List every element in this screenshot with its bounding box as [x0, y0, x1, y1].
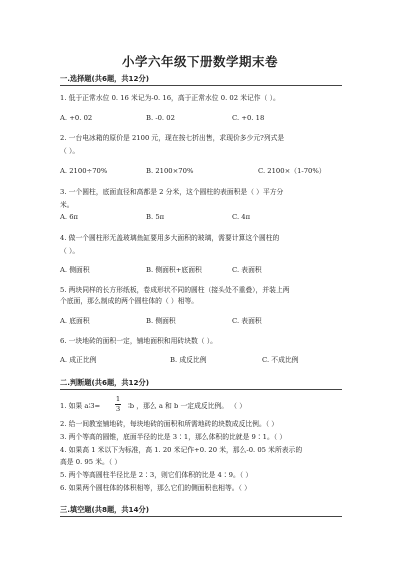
judge-1-suffix: ∶b ，那么 a 和 b 一定成反比例。 （ ）	[128, 402, 247, 410]
section-heading-choice: 一.选择题(共6题，共12分)	[60, 74, 149, 83]
question-4-stem-line1: 4. 做一个圆柱形无盖玻璃鱼缸要用多大面积的玻璃，需要计算这个圆柱的	[60, 234, 280, 242]
judge-5: 5. 两个等高圆柱半径比是 2∶3，则它们体积的比是 4∶9。（ ）	[60, 471, 253, 479]
judge-1-fraction-denominator: 3	[115, 405, 121, 413]
question-4-option-c: C. 表面积	[232, 266, 262, 274]
question-1-option-a: A. +0. 02	[60, 114, 93, 122]
question-3-option-a: A. 6π	[60, 213, 79, 221]
section-heading-fill: 三.填空题(共8题，共14分)	[60, 505, 149, 514]
question-5-option-a: A. 底面积	[60, 317, 90, 325]
question-4-option-a: A. 侧面积	[60, 266, 90, 274]
question-3-option-b: B. 5π	[146, 213, 165, 221]
question-3-option-c: C. 4π	[232, 213, 251, 221]
judge-2: 2. 给一间教室铺地砖，每块地砖的面积和所需地砖的块数成反比例。（ ）	[60, 420, 279, 428]
judge-3: 3. 两个等高的圆锥，底面半径的比是 3∶1，那么体积的比就是 9∶1。（ ）	[60, 433, 287, 441]
question-2-option-a: A. 2100÷70%	[60, 167, 108, 175]
question-5-option-c: C. 表面积	[232, 317, 262, 325]
question-1-option-c: C. +0. 18	[232, 114, 265, 122]
judge-1-fraction-numerator: 1	[115, 395, 121, 403]
question-2-option-b: B. 2100×70%	[146, 167, 194, 175]
judge-4-line1: 4. 如果高 1 米以下为标准，高 1. 20 米记作+0. 20 米，那么-0. 05 米所表示的	[60, 446, 303, 454]
section-divider	[60, 516, 342, 517]
question-6-option-c: C. 不成比例	[262, 356, 299, 364]
question-1-option-b: B. -0. 02	[146, 114, 175, 122]
question-2-stem-line2: （ ）。	[60, 147, 80, 155]
question-4-option-b: B. 侧面积+底面积	[146, 266, 202, 274]
section-heading-judge: 二.判断题(共6题，共12分)	[60, 378, 149, 387]
question-4-stem-line2: （ ）。	[60, 247, 80, 255]
question-2-stem-line1: 2. 一台电冰箱的原价是 2100 元，现在按七折出售，求现价多少元?列式是	[60, 134, 285, 142]
page-title: 小学六年级下册数学期末卷	[121, 54, 278, 69]
question-6-option-b: B. 成反比例	[170, 356, 207, 364]
question-1-stem: 1. 低于正常水位 0. 16 米记为-0. 16，高于正常水位 0. 02 米记作（ ）。	[60, 94, 280, 102]
judge-6: 6. 如果两个圆柱体的体积相等，那么它们的侧面积也相等。（ ）	[60, 484, 251, 492]
question-5-option-b: B. 侧面积	[146, 317, 176, 325]
judge-4-line2: 高是 0. 95 米。（ ）	[60, 458, 122, 466]
question-3-stem-line1: 3. 一个圆柱，底面直径和高都是 2 分米，这个圆柱的表面积是（ ）平方分	[60, 188, 284, 196]
judge-1-prefix: 1. 如果 a∶3=	[60, 402, 101, 410]
question-2-option-c: C. 2100×（1-70%）	[258, 167, 326, 175]
section-divider	[60, 389, 342, 390]
question-3-stem-line2: 米。	[60, 201, 74, 209]
question-6-option-a: A. 成正比例	[60, 356, 97, 364]
section-divider	[60, 85, 342, 86]
question-6-stem: 6. 一块地砖的面积一定，铺地面积和用砖块数（ ）。	[60, 337, 217, 345]
question-5-stem-line2: 个底面，那么制成的两个圆柱体的（ ）相等。	[60, 297, 199, 305]
question-5-stem-line1: 5. 两块同样的长方形纸板，卷成形状不同的圆柱（接头处不重叠），并装上两	[60, 286, 290, 294]
